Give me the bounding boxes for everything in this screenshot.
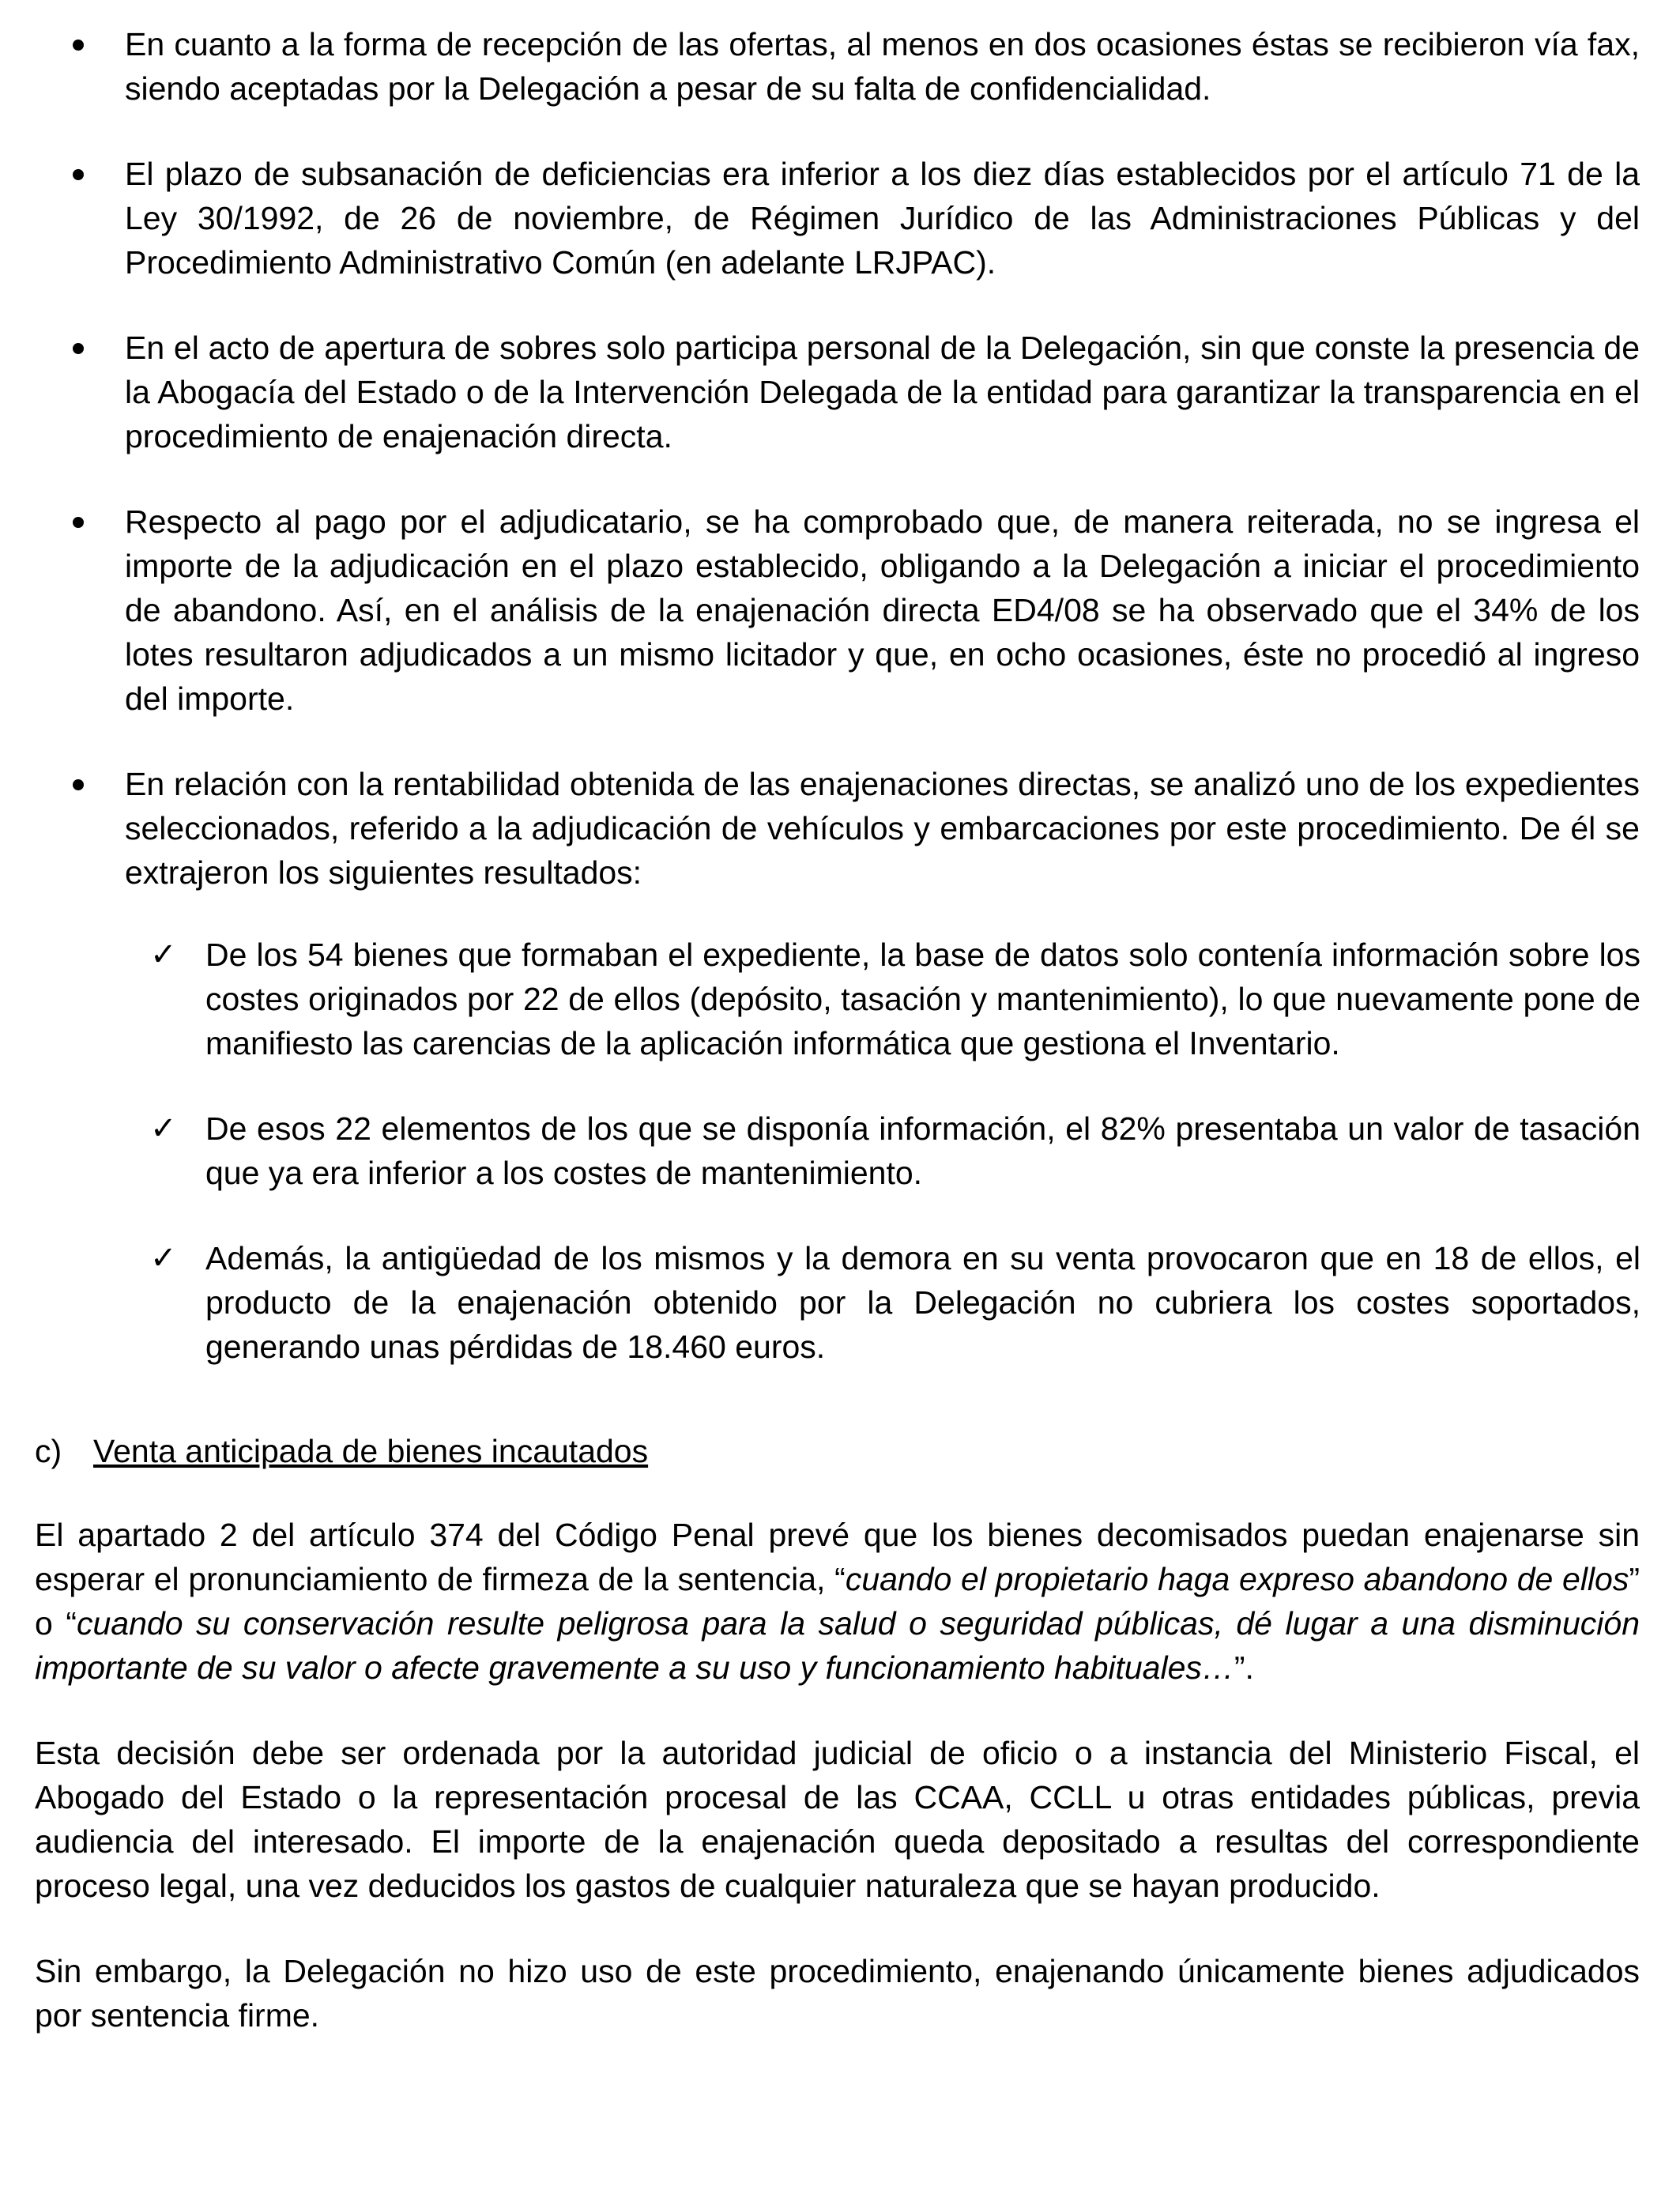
bullet-item bbox=[0, 326, 1640, 458]
bullet-dot-icon bbox=[73, 779, 84, 790]
section-letter: c) bbox=[35, 1433, 62, 1469]
check-text: De los 54 bienes que formaban el expediente, la base de datos solo contenía información sobre los costes originados por 22 de ellos (depósito, tasación y mantenimiento), lo que nuevamente pone de manifiesto las carencias de la aplicación informática que gestiona el Inventario. bbox=[205, 937, 1640, 1061]
quote-abandono: cuando el propietario haga expreso abandono de ellos bbox=[845, 1561, 1629, 1597]
bullet-item bbox=[0, 499, 1640, 721]
check-text: Además, la antigüedad de los mismos y la demora en su venta provocaron que en 18 de ellos, el producto de la enajenación obtenido por la Delegación no cubriera los costes soportados, generando unas pérdidas de 18.460 euros. bbox=[205, 1240, 1640, 1365]
paragraph-conclusion: Sin embargo, la Delegación no hizo uso de este procedimiento, enajenando únicamente bienes adjudicados por sentencia firme. bbox=[35, 1953, 1640, 2034]
quote-conservacion: cuando su conservación resulte peligrosa para la salud o seguridad públicas, dé lugar a una disminución importante de su valor o afecte gravemente a su uso y funcionamiento habituales… bbox=[35, 1605, 1640, 1686]
paragraph-decision: Esta decisión debe ser ordenada por la autoridad judicial de oficio o a instancia del Ministerio Fiscal, el Abogado del Estado o la representación procesal de las CCAA, CCLL u otras entidades públicas, previa audiencia del interesado. El importe de la enajenación queda depositado a resultas del correspondiente proceso legal, una vez deducidos los gastos de cualquier naturaleza que se hayan producido. bbox=[35, 1735, 1640, 1904]
check-item bbox=[0, 933, 1640, 1065]
bullet-item bbox=[0, 22, 1640, 111]
para-lead: El apartado 2 del artículo 374 del Código Penal prevé que los bienes decomisados puedan enajenarse sin esperar el pronunciamiento de firmeza de la sentencia, “ bbox=[35, 1517, 1640, 1597]
bullet-text: En el acto de apertura de sobres solo participa personal de la Delegación, sin que conste la presencia de la Abogacía del Estado o de la Intervención Delegada de la entidad para garantizar la transparencia en el procedimiento de enajenación directa. bbox=[125, 330, 1640, 454]
section-title: Venta anticipada de bienes incautados bbox=[93, 1433, 649, 1469]
check-item bbox=[0, 1106, 1640, 1195]
checkmark-icon: ✓ bbox=[150, 1110, 177, 1147]
section-c bbox=[35, 1429, 1640, 2079]
check-item bbox=[0, 1236, 1640, 1369]
bullet-item bbox=[0, 762, 1640, 895]
bullet-text: En cuanto a la forma de recepción de las ofertas, al menos en dos ocasiones éstas se recibieron vía fax, siendo aceptadas por la Delegación a pesar de su falta de confidencialidad. bbox=[125, 26, 1640, 107]
bullet-text: En relación con la rentabilidad obtenida de las enajenaciones directas, se analizó uno de los expedientes seleccionados, referido a la adjudicación de vehículos y embarcaciones por este procedimiento. De él se extrajeron los siguientes resultados: bbox=[125, 766, 1640, 891]
check-text: De esos 22 elementos de los que se disponía información, el 82% presentaba un valor de tasación que ya era inferior a los costes de mantenimiento. bbox=[205, 1110, 1640, 1191]
section-heading bbox=[35, 1429, 1640, 1473]
bullet-dot-icon bbox=[73, 40, 84, 51]
para-tail: ”. bbox=[1234, 1649, 1254, 1686]
bullet-dot-icon bbox=[73, 169, 84, 180]
check-list bbox=[0, 933, 1680, 1369]
bullet-list bbox=[0, 22, 1680, 1410]
bullet-dot-icon bbox=[73, 343, 84, 354]
bullet-text: El plazo de subsanación de deficiencias era inferior a los diez días establecidos por el artículo 71 de la Ley 30/1992, de 26 de noviembre, de Régimen Jurídico de las Administraciones Públicas y del Procedimiento Administrativo Común (en adelante LRJPAC). bbox=[125, 156, 1640, 281]
checkmark-icon: ✓ bbox=[150, 1240, 177, 1276]
paragraph-codigo-penal bbox=[35, 1513, 1640, 1690]
bullet-dot-icon bbox=[73, 517, 84, 528]
para-mid: ” o “ bbox=[35, 1561, 1640, 1642]
bullet-text: Respecto al pago por el adjudicatario, se ha comprobado que, de manera reiterada, no se ingresa el importe de la adjudicación en el plazo establecido, obligando a la Delegación a iniciar el procedimiento de abandono. Así, en el análisis de la enajenación directa ED4/08 se ha observado que el 34% de los lotes resultaron adjudicados a un mismo licitador y que, en ocho ocasiones, éste no procedió al ingreso del importe. bbox=[125, 503, 1640, 717]
bullet-item bbox=[0, 152, 1640, 285]
checkmark-icon: ✓ bbox=[150, 937, 177, 973]
